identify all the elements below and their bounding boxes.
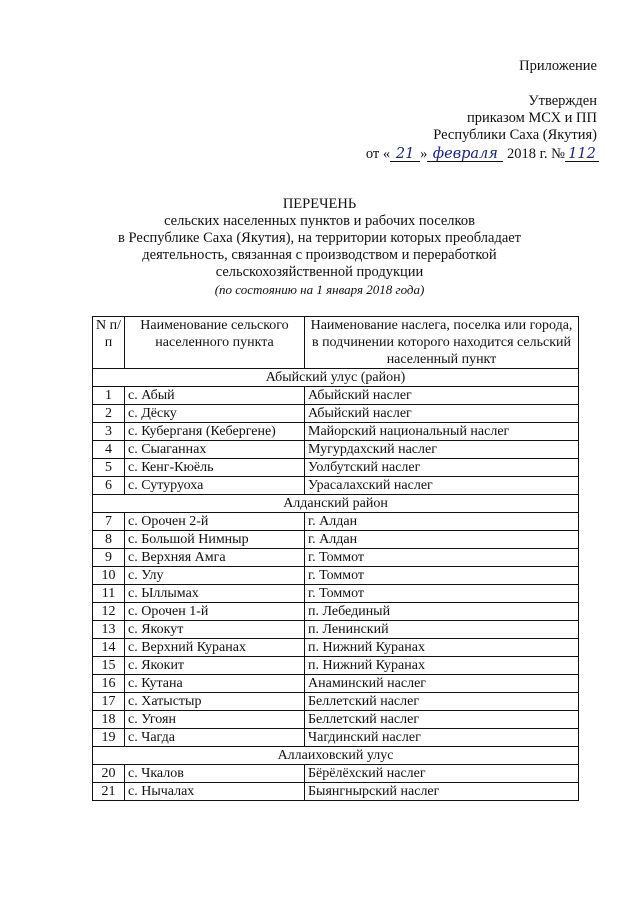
header-num: N п/п bbox=[93, 317, 125, 369]
group-row bbox=[93, 747, 579, 765]
settlement-name: с. Большой Нимныр bbox=[125, 531, 305, 549]
row-number: 4 bbox=[93, 441, 125, 459]
table-body bbox=[93, 369, 579, 801]
subordination-name: п. Нижний Куранах bbox=[305, 657, 579, 675]
date-mid: » bbox=[420, 146, 428, 162]
row-number: 1 bbox=[93, 387, 125, 405]
appendix-label: Приложение bbox=[519, 58, 597, 74]
table-row bbox=[93, 405, 579, 423]
row-number: 2 bbox=[93, 405, 125, 423]
settlement-name: с. Орочен 1-й bbox=[125, 603, 305, 621]
table-row bbox=[93, 567, 579, 585]
date-prefix: от « bbox=[365, 146, 391, 162]
row-number: 8 bbox=[93, 531, 125, 549]
table-row bbox=[93, 765, 579, 783]
title-line: в Республике Саха (Якутия), на территории которых преобладает bbox=[117, 230, 522, 246]
row-number: 20 bbox=[93, 765, 125, 783]
table-row bbox=[93, 783, 579, 801]
table-row bbox=[93, 441, 579, 459]
subordination-name: г. Алдан bbox=[305, 531, 579, 549]
title-note: (по состоянию на 1 января 2018 года) bbox=[214, 282, 425, 297]
row-number: 21 bbox=[93, 783, 125, 801]
settlement-name: с. Якокит bbox=[125, 657, 305, 675]
subordination-name: Бёрёлёхский наслег bbox=[305, 765, 579, 783]
subordination-name: Абыйский наслег bbox=[305, 405, 579, 423]
table-row bbox=[93, 603, 579, 621]
subordination-name: п. Нижний Куранах bbox=[305, 639, 579, 657]
group-row bbox=[93, 495, 579, 513]
table-row bbox=[93, 477, 579, 495]
row-number: 3 bbox=[93, 423, 125, 441]
row-number: 14 bbox=[93, 639, 125, 657]
subordination-name: Беллетский наслег bbox=[305, 693, 579, 711]
subordination-name: г. Алдан bbox=[305, 513, 579, 531]
row-number: 19 bbox=[93, 729, 125, 747]
date-year: 2018 г. bbox=[506, 146, 548, 162]
settlement-name: с. Верхняя Амга bbox=[125, 549, 305, 567]
approval-block bbox=[433, 93, 597, 144]
subordination-name: Чагдинский наслег bbox=[305, 729, 579, 747]
settlement-name: с. Чагда bbox=[125, 729, 305, 747]
row-number: 17 bbox=[93, 693, 125, 711]
table-row bbox=[93, 387, 579, 405]
subordination-name: Уолбутский наслег bbox=[305, 459, 579, 477]
group-name: Алданский район bbox=[93, 495, 579, 513]
row-number: 18 bbox=[93, 711, 125, 729]
table-row bbox=[93, 675, 579, 693]
group-row bbox=[93, 369, 579, 387]
settlement-name: с. Чкалов bbox=[125, 765, 305, 783]
settlement-name: с. Верхний Куранах bbox=[125, 639, 305, 657]
table-row bbox=[93, 657, 579, 675]
row-number: 6 bbox=[93, 477, 125, 495]
table-row bbox=[93, 513, 579, 531]
settlement-name: с. Кенг-Кюёль bbox=[125, 459, 305, 477]
row-number: 15 bbox=[93, 657, 125, 675]
row-number: 13 bbox=[93, 621, 125, 639]
subordination-name: г. Томмот bbox=[305, 585, 579, 603]
table-row bbox=[93, 693, 579, 711]
settlement-name: с. Нычалах bbox=[125, 783, 305, 801]
approval-line: приказом МСХ и ПП bbox=[466, 110, 597, 126]
subordination-name: Беллетский наслег bbox=[305, 711, 579, 729]
settlement-name: с. Сутуруоха bbox=[125, 477, 305, 495]
handwritten-doc-number: 112 bbox=[565, 147, 599, 162]
handwritten-month: февраля bbox=[427, 147, 503, 162]
group-name: Аллаиховский улус bbox=[93, 747, 579, 765]
table-row bbox=[93, 531, 579, 549]
document-title bbox=[0, 196, 639, 298]
subordination-name: Анаминский наслег bbox=[305, 675, 579, 693]
table-row bbox=[93, 549, 579, 567]
title-heading: ПЕРЕЧЕНЬ bbox=[282, 196, 357, 212]
settlement-name: с. Улу bbox=[125, 567, 305, 585]
settlement-name: с. Якокут bbox=[125, 621, 305, 639]
number-sign: № bbox=[551, 146, 565, 162]
table-row bbox=[93, 711, 579, 729]
settlement-name: с. Дёску bbox=[125, 405, 305, 423]
row-number: 16 bbox=[93, 675, 125, 693]
subordination-name: Урасалахский наслег bbox=[305, 477, 579, 495]
subordination-name: г. Томмот bbox=[305, 567, 579, 585]
group-name: Абыйский улус (район) bbox=[93, 369, 579, 387]
title-line: деятельность, связанная с производством и переработкой bbox=[142, 247, 497, 263]
table-row bbox=[93, 459, 579, 477]
subordination-name: п. Ленинский bbox=[305, 621, 579, 639]
title-line: сельских населенных пунктов и рабочих поселков bbox=[164, 213, 475, 229]
title-line: сельскохозяйственной продукции bbox=[215, 264, 424, 280]
subordination-name: Майорский национальный наслег bbox=[305, 423, 579, 441]
row-number: 11 bbox=[93, 585, 125, 603]
row-number: 10 bbox=[93, 567, 125, 585]
table-row bbox=[93, 639, 579, 657]
row-number: 7 bbox=[93, 513, 125, 531]
settlement-name: с. Абый bbox=[125, 387, 305, 405]
table-row bbox=[93, 621, 579, 639]
header-settlement: Наименование сельского населенного пункта bbox=[125, 317, 305, 369]
handwritten-day: 21 bbox=[390, 147, 420, 162]
approval-line: Республики Саха (Якутия) bbox=[433, 127, 597, 143]
settlement-name: с. Хатыстыр bbox=[125, 693, 305, 711]
subordination-name: Быянгнырский наслег bbox=[305, 783, 579, 801]
approval-date bbox=[366, 146, 599, 163]
settlement-name: с. Сыаганнах bbox=[125, 441, 305, 459]
settlement-name: с. Кутана bbox=[125, 675, 305, 693]
subordination-name: Абыйский наслег bbox=[305, 387, 579, 405]
subordination-name: г. Томмот bbox=[305, 549, 579, 567]
subordination-name: п. Лебединый bbox=[305, 603, 579, 621]
subordination-name: Мугурдахский наслег bbox=[305, 441, 579, 459]
table-row bbox=[93, 585, 579, 603]
approval-line: Утвержден bbox=[528, 93, 597, 109]
settlement-name: с. Угоян bbox=[125, 711, 305, 729]
settlement-name: с. Куберганя (Кебергене) bbox=[125, 423, 305, 441]
row-number: 9 bbox=[93, 549, 125, 567]
row-number: 12 bbox=[93, 603, 125, 621]
row-number: 5 bbox=[93, 459, 125, 477]
table-row bbox=[93, 423, 579, 441]
header-subordination: Наименование наслега, поселка или города, в подчинении которого находится сельский населенный пункт bbox=[305, 317, 579, 369]
table-row bbox=[93, 729, 579, 747]
table-header-row bbox=[93, 317, 579, 369]
settlements-table bbox=[92, 316, 579, 801]
settlement-name: с. Орочен 2-й bbox=[125, 513, 305, 531]
settlement-name: с. Ыллымах bbox=[125, 585, 305, 603]
